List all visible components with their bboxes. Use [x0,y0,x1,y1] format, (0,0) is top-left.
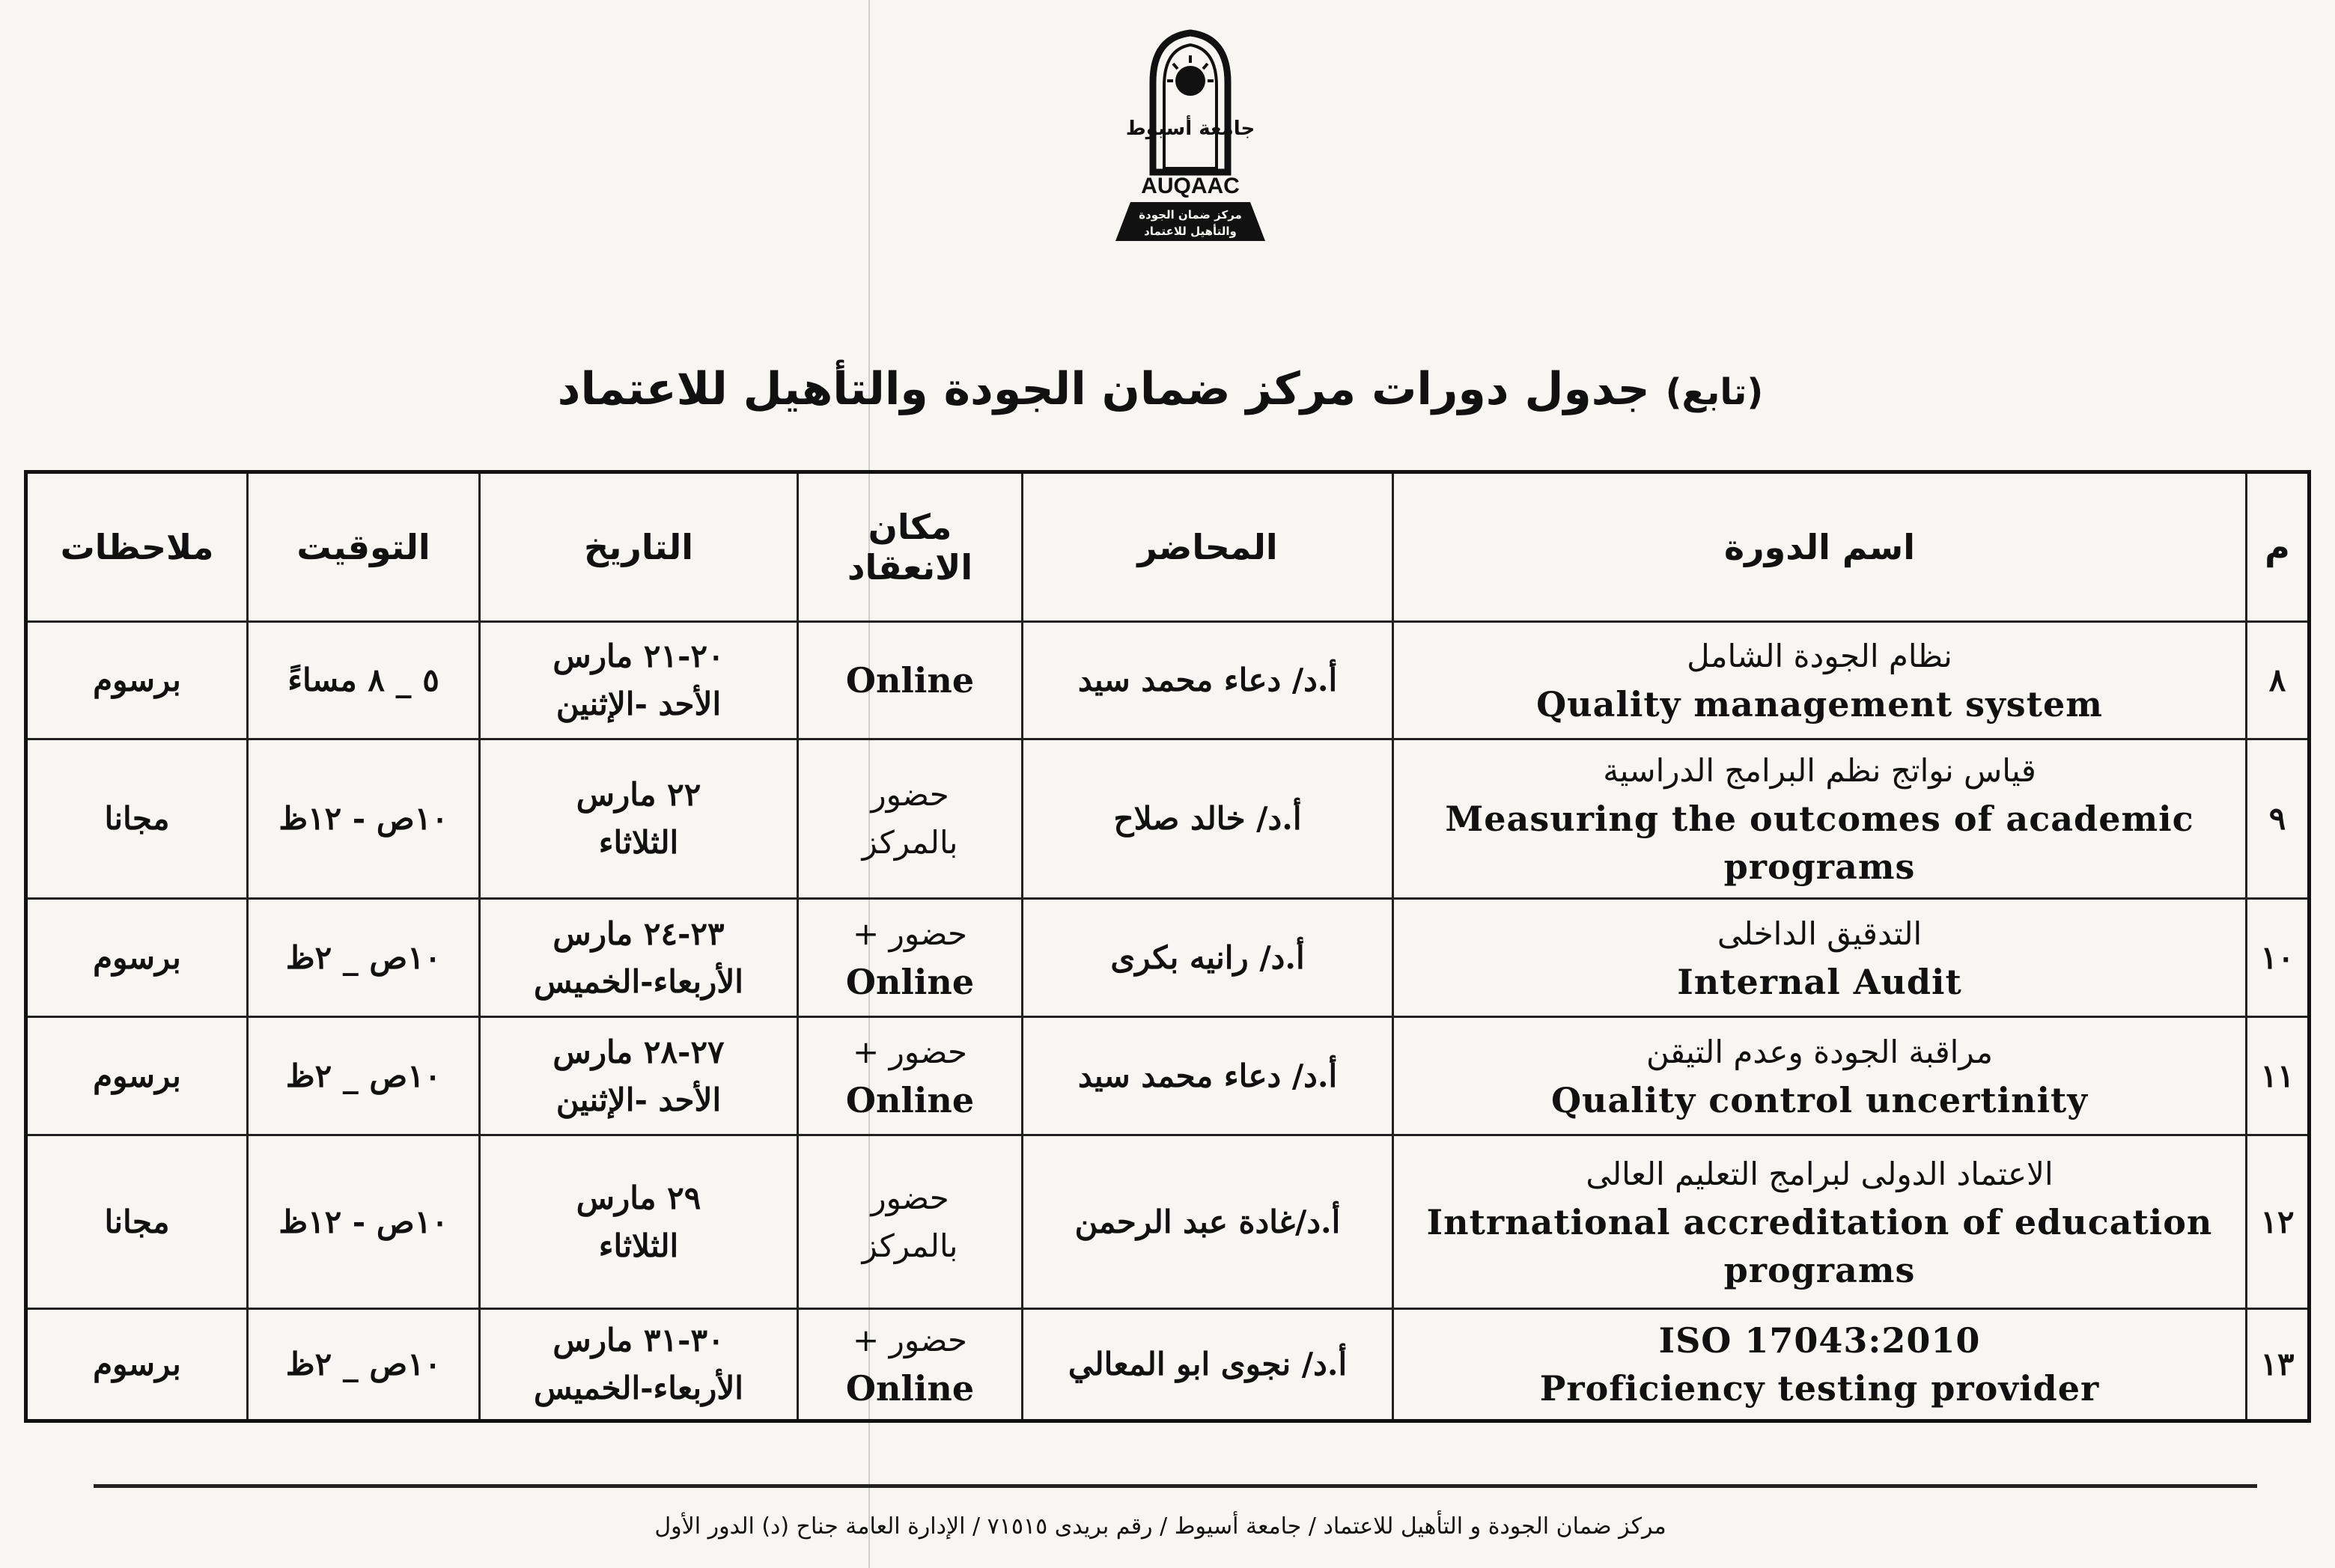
venue-line1: حضور + [853,915,967,952]
row-course [1393,1135,2247,1309]
row-course [1393,1309,2247,1421]
date-line2: الأربعاء-الخميس [534,963,743,1000]
date-line2: الأحد -الإثنين [555,1081,722,1118]
date-line1: ٢٣-٢٤ مارس [552,915,725,952]
venue-line2: Online [845,961,975,1002]
row-venue [798,899,1023,1017]
row-date [480,622,798,739]
header-course: اسم الدورة [1393,472,2247,622]
row-course [1393,739,2247,899]
row-lecturer: أ.د/ دعاء محمد سيد [1023,622,1393,739]
course-title-en-2: programs [1723,1249,1916,1290]
header-venue [798,472,1023,622]
header-time: التوقيت [248,472,480,622]
row-venue [798,739,1023,899]
row-course [1393,899,2247,1017]
table-row [26,899,2310,1017]
header-lecturer: المحاضر [1023,472,1393,622]
row-notes: برسوم [26,1309,248,1421]
svg-text:والتأهيل للاعتماد: والتأهيل للاعتماد [1144,225,1237,238]
course-title-en-2: programs [1723,846,1916,887]
row-venue [798,1309,1023,1421]
header-venue-line1: مكان [868,507,952,547]
date-line1: ٢٠-٢١ مارس [552,638,725,674]
row-num: ٩ [2247,739,2310,899]
venue-line2: Online [845,660,975,701]
row-lecturer: أ.د/ رانيه بكرى [1023,899,1393,1017]
course-title-ar: الاعتماد الدولى لبرامج التعليم العالى [1586,1155,2054,1192]
footer-divider [94,1484,2257,1488]
title-text: جدول دورات مركز ضمان الجودة والتأهيل للاعتماد [557,363,1650,415]
row-lecturer: أ.د/ دعاء محمد سيد [1023,1017,1393,1135]
svg-text:جامعة أسيوط: جامعة أسيوط [1125,118,1255,140]
row-venue [798,1017,1023,1135]
venue-line1: حضور [871,1179,949,1216]
venue-line1: حضور [871,776,949,813]
row-time: ١٠ص _ ٢ظ [248,1309,480,1421]
row-date [480,1309,798,1421]
page-title [449,344,1872,434]
row-time: ١٠ص _ ٢ظ [248,899,480,1017]
row-date [480,1135,798,1309]
date-line1: ٢٢ مارس [576,776,701,813]
row-course [1393,622,2247,739]
course-title-ar: مراقبة الجودة وعدم التيقن [1646,1033,1994,1070]
row-notes: برسوم [26,1017,248,1135]
date-line2: الثلاثاء [598,1227,679,1264]
row-lecturer: أ.د/ نجوى ابو المعالي [1023,1309,1393,1421]
row-lecturer: أ.د/ خالد صلاح [1023,739,1393,899]
row-notes: برسوم [26,622,248,739]
title-prefix: (تابع) [1665,371,1764,413]
auqaac-logo [1089,22,1291,247]
venue-line2: Online [845,1368,975,1409]
date-line1: ٢٩ مارس [576,1179,701,1216]
table-row [26,739,2310,899]
date-line2: الأربعاء-الخميس [534,1370,743,1406]
venue-line1: حضور + [853,1033,967,1070]
venue-line1: حضور + [853,1322,967,1358]
row-notes: برسوم [26,899,248,1017]
course-title-en: Quality management system [1536,684,2103,724]
header-notes: ملاحظات [26,472,248,622]
venue-line2: Online [845,1079,975,1120]
auqaac-emblem-icon [1089,22,1291,247]
course-title-ar: قياس نواتج نظم البرامج الدراسية [1603,752,2036,789]
table-row [26,622,2310,739]
row-time: ١٠ص - ١٢ظ [248,1135,480,1309]
table-header-row [26,472,2310,622]
row-time: ١٠ص _ ٢ظ [248,1017,480,1135]
date-line1: ٣٠-٣١ مارس [552,1322,725,1358]
svg-text:مركز ضمان الجودة: مركز ضمان الجودة [1139,208,1242,222]
course-title-ar: نظام الجودة الشامل [1687,638,1952,674]
course-title-en: Intrnational accreditation of education [1426,1201,2213,1242]
row-date [480,899,798,1017]
header-date: التاريخ [480,472,798,622]
header-num: م [2247,472,2310,622]
header-venue-line2: الانعقاد [847,547,973,588]
course-title-en: Internal Audit [1677,961,1962,1002]
row-num: ١٢ [2247,1135,2310,1309]
row-date [480,1017,798,1135]
row-time: ١٠ص - ١٢ظ [248,739,480,899]
course-title-ar: التدقيق الداخلى [1717,915,1923,952]
table-row [26,1309,2310,1421]
course-title-en: Measuring the outcomes of academic [1445,799,2194,839]
course-schedule-table-wrapper [24,470,2307,1423]
row-num: ١١ [2247,1017,2310,1135]
venue-line2: بالمركز [862,824,958,861]
row-notes: مجانا [26,739,248,899]
row-course [1393,1017,2247,1135]
course-title-en: Quality control uncertinity [1550,1079,2089,1120]
svg-text:AUQAAC: AUQAAC [1141,174,1240,198]
row-lecturer: أ.د/غادة عبد الرحمن [1023,1135,1393,1309]
table-row [26,1135,2310,1309]
footer-address: مركز ضمان الجودة و التأهيل للاعتماد / جامعة أسيوط / رقم بريدى ٧١٥١٥ / الإدارة العامة جناح (د) الدور الأول [654,1513,1666,1540]
date-line2: الأحد -الإثنين [555,686,722,722]
row-time: ٥ _ ٨ مساءً [248,622,480,739]
table-row [26,1017,2310,1135]
date-line1: ٢٧-٢٨ مارس [552,1033,725,1070]
date-line2: الثلاثاء [598,824,679,861]
row-venue [798,1135,1023,1309]
row-date [480,739,798,899]
row-num: ١٣ [2247,1309,2310,1421]
venue-line2: بالمركز [862,1227,958,1264]
course-title-code: ISO 17043:2010 [1658,1320,1981,1361]
course-schedule-table [24,470,2311,1423]
course-title-en: Proficiency testing provider [1539,1368,2100,1409]
row-num: ٨ [2247,622,2310,739]
row-notes: مجانا [26,1135,248,1309]
row-venue [798,622,1023,739]
row-num: ١٠ [2247,899,2310,1017]
